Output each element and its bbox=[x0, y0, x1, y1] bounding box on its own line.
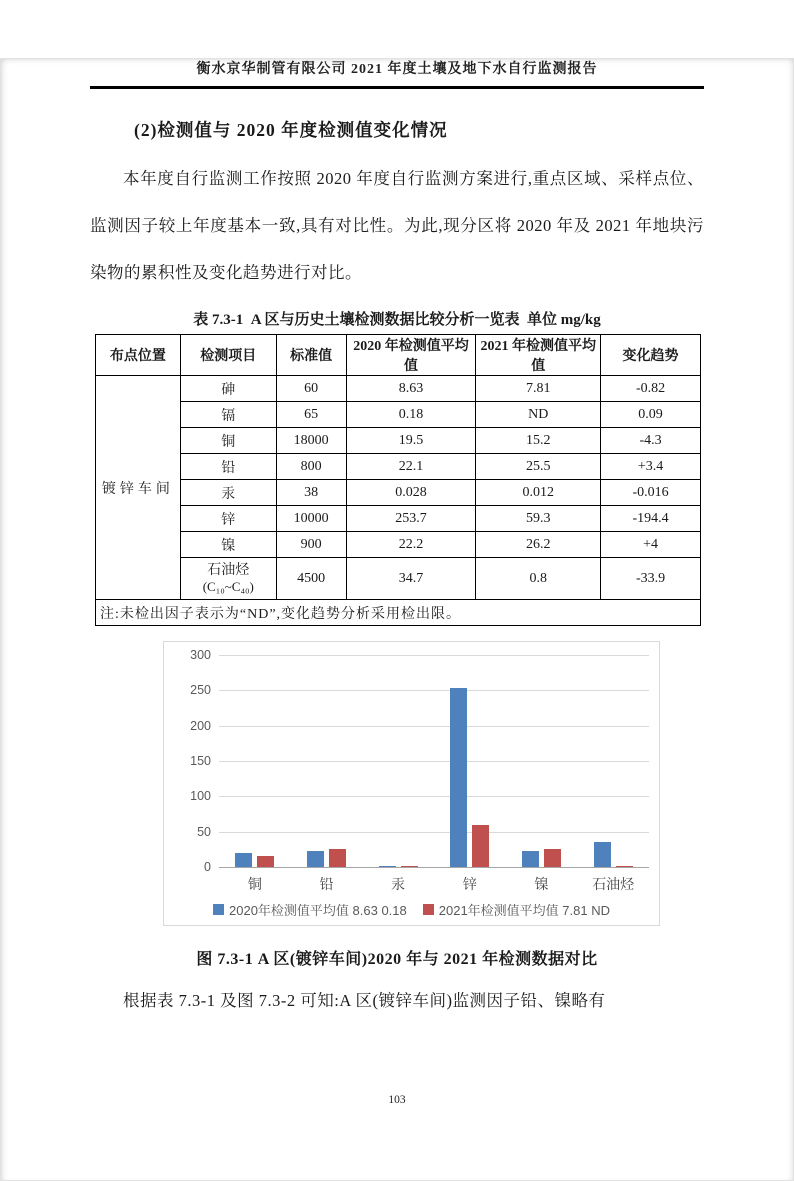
cell-item bbox=[180, 558, 276, 600]
table-row bbox=[96, 454, 701, 480]
bar-2021-铜 bbox=[257, 856, 274, 867]
col-header-location: 布点位置 bbox=[96, 335, 181, 376]
x-axis-line bbox=[219, 867, 649, 868]
y-axis-tick-label: 250 bbox=[190, 683, 211, 698]
cell-trend: -0.016 bbox=[601, 480, 701, 506]
bar-2020-铅 bbox=[307, 851, 324, 867]
cell-item-formula: (C₁₀~C₄₀) bbox=[202, 579, 254, 594]
bar-2021-石油烃 bbox=[616, 866, 633, 868]
bar-2021-汞 bbox=[401, 866, 418, 868]
cell-item: 铜 bbox=[180, 428, 276, 454]
y-axis-tick-label: 200 bbox=[190, 718, 211, 733]
page-number: 103 bbox=[388, 1094, 406, 1106]
cell-2021: 25.5 bbox=[476, 454, 601, 480]
cell-trend: 0.09 bbox=[601, 402, 701, 428]
report-page bbox=[0, 58, 794, 1021]
y-axis-tick-label: 50 bbox=[197, 824, 211, 839]
legend-item-2021 bbox=[423, 900, 610, 919]
cell-2021: 0.012 bbox=[476, 480, 601, 506]
col-header-standard: 标准值 bbox=[276, 335, 346, 376]
cell-item: 锌 bbox=[180, 506, 276, 532]
cell-standard: 4500 bbox=[276, 558, 346, 600]
legend-label-2021: 2021年检测值平均值 7.81 ND bbox=[438, 903, 610, 918]
figure-caption: 图 7.3-1 A 区(镀锌车间)2020 年与 2021 年检测数据对比 bbox=[196, 951, 598, 968]
cell-item: 镉 bbox=[180, 402, 276, 428]
cell-item: 汞 bbox=[180, 480, 276, 506]
y-axis-tick-label: 0 bbox=[204, 860, 211, 874]
cell-2020: 22.1 bbox=[346, 454, 476, 480]
x-axis-category-label: 镍 bbox=[534, 876, 549, 892]
cell-2020: 0.028 bbox=[346, 480, 476, 506]
comparison-table bbox=[95, 334, 701, 626]
bar-group-镍 bbox=[506, 655, 578, 867]
table-row bbox=[96, 480, 701, 506]
table-row bbox=[96, 402, 701, 428]
header-divider-rule bbox=[90, 86, 704, 89]
x-axis-category-label: 石油烃 bbox=[592, 876, 635, 892]
legend-swatch-2020-icon bbox=[213, 904, 224, 915]
bar-2020-汞 bbox=[379, 866, 396, 868]
cell-trend: -33.9 bbox=[601, 558, 701, 600]
bar-2020-镍 bbox=[522, 851, 539, 867]
chart-x-labels bbox=[219, 874, 649, 894]
cell-2020: 19.5 bbox=[346, 428, 476, 454]
section-heading: (2)检测值与 2020 年度检测值变化情况 bbox=[134, 120, 448, 140]
x-axis-category-label: 锌 bbox=[462, 876, 477, 892]
table-row bbox=[96, 532, 701, 558]
bar-2021-镍 bbox=[544, 849, 561, 868]
cell-standard: 18000 bbox=[276, 428, 346, 454]
x-axis-category-label: 铅 bbox=[319, 876, 334, 892]
cell-trend: -0.82 bbox=[601, 376, 701, 402]
table-row bbox=[96, 558, 701, 600]
cell-item: 镍 bbox=[180, 532, 276, 558]
cell-2020: 34.7 bbox=[346, 558, 476, 600]
table-header-row bbox=[96, 335, 701, 376]
body-paragraph: 本年度自行监测工作按照 2020 年度自行监测方案进行,重点区域、采样点位、监测因子较上年度基本一致,具有对比性。为此,现分区将 2020 年及 2021 年地块污染物的累积性及变化趋势进行对比。 bbox=[90, 169, 704, 282]
table-note: 注:未检出因子表示为“ND”,变化趋势分析采用检出限。 bbox=[96, 600, 701, 626]
cell-2021: 15.2 bbox=[476, 428, 601, 454]
cell-2020: 22.2 bbox=[346, 532, 476, 558]
y-axis-tick-label: 150 bbox=[190, 754, 211, 768]
cell-standard: 900 bbox=[276, 532, 346, 558]
cell-standard: 38 bbox=[276, 480, 346, 506]
bar-2020-铜 bbox=[235, 853, 252, 867]
col-header-trend: 变化趋势 bbox=[601, 335, 701, 376]
cell-2021: 0.8 bbox=[476, 558, 601, 600]
cell-item: 砷 bbox=[180, 376, 276, 402]
cell-trend: +4 bbox=[601, 532, 701, 558]
x-axis-category-label: 铜 bbox=[247, 876, 262, 892]
bar-2021-铅 bbox=[329, 849, 346, 867]
cell-2021: 7.81 bbox=[476, 376, 601, 402]
after-paragraph: 根据表 7.3-1 及图 7.3-2 可知:A 区(镀锌车间)监测因子铅、镍略有 bbox=[123, 991, 606, 1010]
bar-2021-锌 bbox=[472, 825, 489, 867]
bar-group-汞 bbox=[362, 655, 434, 867]
cell-2020: 8.63 bbox=[346, 376, 476, 402]
chart-plot bbox=[190, 648, 649, 874]
cell-standard: 10000 bbox=[276, 506, 346, 532]
cell-2020: 0.18 bbox=[346, 402, 476, 428]
table-row bbox=[96, 376, 701, 402]
legend-item-2020 bbox=[213, 900, 407, 919]
document-header-title: 衡水京华制管有限公司 2021 年度土壤及地下水自行监测报告 bbox=[196, 62, 598, 77]
bar-chart bbox=[163, 641, 660, 926]
cell-trend: +3.4 bbox=[601, 454, 701, 480]
y-axis-tick-label: 100 bbox=[190, 789, 211, 804]
cell-standard: 65 bbox=[276, 402, 346, 428]
cell-standard: 800 bbox=[276, 454, 346, 480]
cell-2021: 59.3 bbox=[476, 506, 601, 532]
cell-item: 铅 bbox=[180, 454, 276, 480]
y-axis-tick-label: 300 bbox=[190, 648, 211, 662]
legend-label-2020: 2020年检测值平均值 8.63 0.18 bbox=[229, 903, 407, 918]
bar-group-铅 bbox=[291, 655, 363, 867]
cell-standard: 60 bbox=[276, 376, 346, 402]
col-header-2021: 2021 年检测值平均值 bbox=[476, 335, 601, 376]
x-axis-category-label: 汞 bbox=[391, 876, 406, 892]
chart-legend bbox=[164, 900, 659, 919]
cell-trend: -4.3 bbox=[601, 428, 701, 454]
bar-2020-石油烃 bbox=[594, 842, 611, 867]
bar-group-铜 bbox=[219, 655, 291, 867]
table-note-row bbox=[96, 600, 701, 626]
table-row bbox=[96, 506, 701, 532]
table-row bbox=[96, 428, 701, 454]
bar-group-石油烃 bbox=[577, 655, 649, 867]
cell-trend: -194.4 bbox=[601, 506, 701, 532]
bar-groups bbox=[219, 655, 649, 867]
bar-2020-锌 bbox=[450, 688, 467, 867]
legend-swatch-2021-icon bbox=[423, 904, 434, 915]
cell-2021: 26.2 bbox=[476, 532, 601, 558]
location-cell: 镀锌车间 bbox=[96, 376, 181, 600]
col-header-item: 检测项目 bbox=[180, 335, 276, 376]
table-title: 表 7.3-1 A 区与历史土壤检测数据比较分析一览表 单位 mg/kg bbox=[193, 312, 601, 328]
cell-2021: ND bbox=[476, 402, 601, 428]
col-header-2020: 2020 年检测值平均值 bbox=[346, 335, 476, 376]
bar-group-锌 bbox=[434, 655, 506, 867]
cell-item-name: 石油烃 bbox=[207, 563, 250, 578]
cell-2020: 253.7 bbox=[346, 506, 476, 532]
